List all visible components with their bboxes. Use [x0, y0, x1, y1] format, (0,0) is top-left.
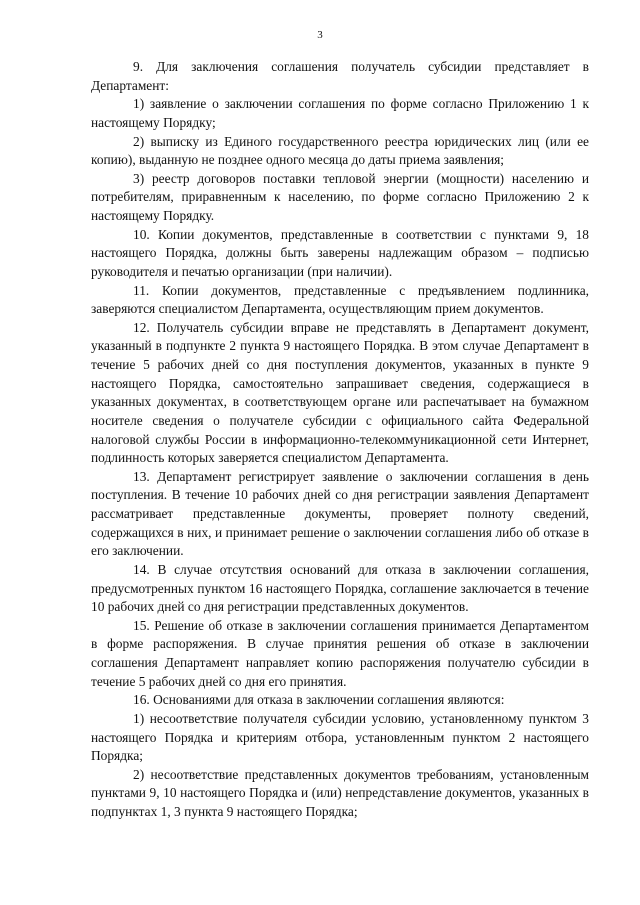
paragraph-14: 14. В случае отсутствия оснований для отказа в заключении соглашения, предусмотренных пунктом 16 настоящего Порядка, соглашение заключается в течение 10 рабочих дней со дня регистрации представленных документов. — [91, 561, 589, 615]
paragraph-9-item-2: 2) выписку из Единого государственного реестра юридических лиц (или ее копию), выданную не позднее одного месяца до даты приема заявления; — [91, 133, 589, 168]
paragraph-16: 16. Основаниями для отказа в заключении соглашения являются: — [133, 692, 505, 708]
paragraph-15: 15. Решение об отказе в заключении соглашения принимается Департаментом в форме распоряжения. В случае принятия решения об отказе в заключении соглашения Департамент направляет копию распоряжения получателю субсидии в течение 5 рабочих дней со дня его принятия. — [91, 617, 589, 689]
paragraph-10: 10. Копии документов, представленные в соответствии с пунктами 9, 18 настоящего Порядка, должны быть заверены надлежащим образом – подписью руководителя и печатью организации (при наличии). — [91, 226, 589, 279]
paragraph-13: 13. Департамент регистрирует заявление о заключении соглашения в день поступления. В течение 10 рабочих дней со дня регистрации заявления Департамент рассматривает представленные документы, проверяет полноту сведений, содержащихся в них, и принимает решение о заключении соглашения либо об отказе в его заключении. — [91, 468, 589, 559]
page-number: 3 — [317, 29, 323, 41]
document-body — [91, 58, 589, 822]
paragraph-9-item-3: 3) реестр договоров поставки тепловой энергии (мощности) населению и потребителям, приравненным к населению, по форме согласно Приложению 2 к настоящему Порядку. — [91, 170, 589, 223]
paragraph-11: 11. Копии документов, представленные с предъявлением подлинника, заверяются специалистом Департамента, осуществляющим прием документов. — [91, 282, 589, 317]
paragraph-9-item-1: 1) заявление о заключении соглашения по форме согласно Приложению 1 к настоящему Порядку; — [91, 96, 589, 130]
paragraph-16-item-2: 2) несоответствие представленных документов требованиям, установленным пунктами 9, 10 настоящего Порядка и (или) непредставление документов, указанных в подпунктах 1, 3 пункта 9 настоящего Порядка; — [91, 766, 589, 819]
paragraph-16-item-1: 1) несоответствие получателя субсидии условию, установленному пунктом 3 настоящего Порядка и критериям отбора, установленным пунктом 2 настоящего Порядка; — [91, 710, 589, 764]
paragraph-9: 9. Для заключения соглашения получатель субсидии представляет в Департамент: — [91, 59, 589, 93]
paragraph-12: 12. Получатель субсидии вправе не представлять в Департамент документ, указанный в подпункте 2 пункта 9 настоящего Порядка. В этом случае Департамент в течение 5 рабочих дней со дня поступления документов, указанных в пункте 9 настоящего Порядка, самостоятельно запрашивает сведения, содержащиеся в указанных документах, в соответствующем органе или распечатывает на бумажном носителе сведения о получателе субсидии с официального сайта Федеральной налоговой службы России в информационно-телекоммуникационной сети Интернет, подлинность которых заверяется специалистом Департамента. — [91, 319, 589, 466]
